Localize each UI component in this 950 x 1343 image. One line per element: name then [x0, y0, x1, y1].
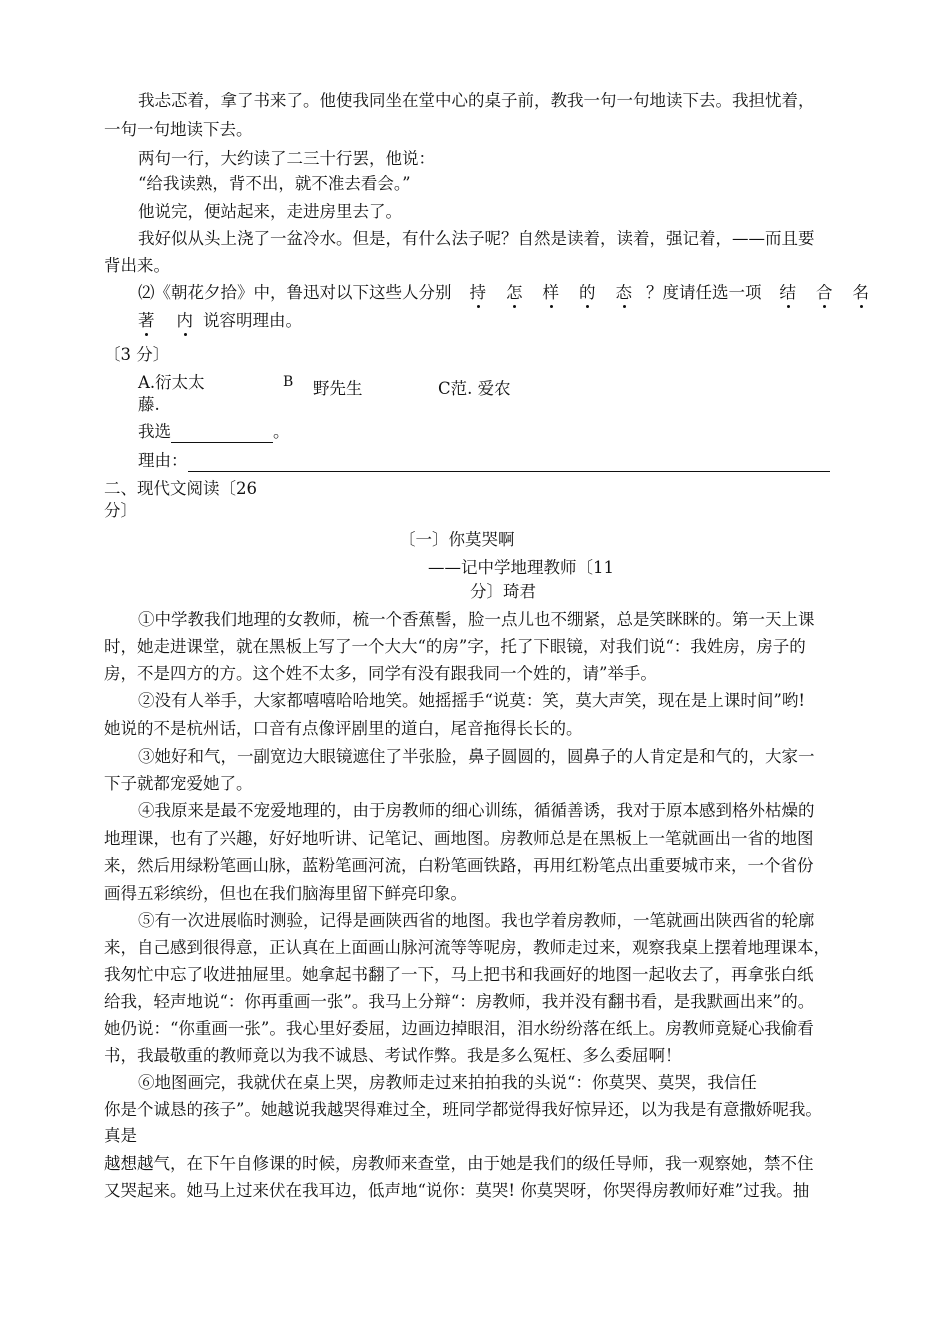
question-text: 说容明理由。	[203, 311, 302, 330]
paragraph-line: 地理课，也有了兴趣，好好地听讲、记笔记、画地图。房教师总是在黑板上一笔就画出一省的地图	[104, 829, 814, 848]
emphasis-char: 结	[779, 283, 796, 302]
question-line	[138, 310, 302, 332]
paragraph-line: ④我原来是最不宠爱地理的，由于房教师的细心训练，循循善诱，我对于原本感到格外枯燥的	[138, 801, 815, 820]
passage-line: 我好似从头上浇了一盆冷水。但是，有什么法子呢？自然是读着，读着，强记着，——而且要	[138, 229, 815, 248]
passage-line: 一句一句地读下去。	[104, 120, 253, 139]
question-line	[138, 282, 875, 304]
reason-line	[138, 450, 830, 472]
emphasis-char: 合	[816, 283, 833, 302]
emphasis-char: 内	[176, 311, 193, 330]
paragraph-line: 又哭起来。她马上过来伏在我耳边，低声地“说你：莫哭! 你莫哭呀，你哭得房教师好难”过我。抽	[104, 1181, 810, 1200]
paragraph-line: 来，然后用绿粉笔画山脉，蓝粉笔画河流，白粉笔画铁路，再用红粉笔点出重要城市来，一个省份	[104, 856, 814, 875]
emphasis-char: 态	[615, 283, 632, 302]
paragraph-line: ⑤有一次进展临时测验，记得是画陕西省的地图。我也学着房教师，一笔就画出陕西省的轮廓	[138, 911, 815, 930]
paragraph-line: 越想越气，在下午自修课的时候，房教师来查堂，由于她是我们的级任导师，我一观察她，禁不住	[104, 1154, 814, 1173]
paragraph-line: 你是个诚恳的孩子”。她越说我越哭得难过全，班同学都觉得我好惊异还，以为我是有意撒娇呢我。	[104, 1100, 822, 1119]
passage-line: “给我读熟，背不出，就不准去看会。”	[138, 174, 411, 193]
paragraph-line: 来，自己感到很得意，正认真在上面画山脉河流等等呢房，教师走过来，观察我桌上摆着地理课本，	[104, 938, 830, 957]
passage-line: 背出来。	[104, 256, 170, 275]
option-a-cont: 藤.	[138, 395, 160, 414]
paragraph-line: 画得五彩缤纷，但也在我们脑海里留下鲜亮印象。	[104, 884, 467, 903]
paragraph-line: ③她好和气，一副宽边大眼镜遮住了半张脸，鼻子圆圆的，圆鼻子的人肯定是和气的，大家一	[138, 747, 815, 766]
paragraph-line: ⑥地图画完，我就伏在桌上哭，房教师走过来拍拍我的头说“：你莫哭、莫哭，我信任	[138, 1073, 757, 1092]
paragraph-line: ②没有人举手，大家都嘻嘻哈哈地笑。她摇摇手“说莫：笑，莫大声笑，现在是上课时间”哟!	[138, 691, 806, 710]
article-title: 〔一〕你莫哭啊	[399, 530, 515, 549]
emphasis-char: 著	[138, 311, 155, 330]
emphasis-char: 的	[579, 283, 596, 302]
paragraph-line: 下子就都宠爱她了。	[104, 774, 253, 793]
reason-blank[interactable]	[188, 455, 830, 472]
paragraph-line: 真是	[104, 1126, 137, 1145]
paragraph-line: 她说的不是杭州话，口音有点像评剧里的道白，尾音拖得长长的。	[104, 719, 583, 738]
emphasis-char: 持	[469, 283, 486, 302]
option-a: A.衍太太	[138, 373, 205, 392]
article-subtitle: ——记中学地理教师〔11	[428, 558, 614, 577]
question-text: ？度请任选一项	[646, 283, 762, 302]
choice-blank[interactable]	[171, 426, 273, 443]
paragraph-line: ①中学教我们地理的女教师，梳一个香蕉髻，脸一点儿也不绷紧，总是笑眯眯的。第一天上课	[138, 610, 815, 629]
passage-line: 我忐忑着，拿了书来了。他使我同坐在堂中心的桌子前，教我一句一句地读下去。我担忧着，	[138, 91, 815, 110]
emphasis-char: 怎	[506, 283, 523, 302]
choice-label: 我选	[138, 422, 171, 441]
article-author: 分〕琦君	[470, 582, 536, 601]
paragraph-line: 房，不是四方的方。这个姓不太多，同学有没有跟我同一个姓的，请”举手。	[104, 664, 657, 683]
emphasis-char: 样	[542, 283, 559, 302]
choice-end: 。	[273, 422, 290, 441]
paragraph-line: 时，她走进课堂，就在黑板上写了一个大大“的房”字，托了下眼镜，对我们说“：我姓房，房子的	[104, 637, 806, 656]
section-heading: 二、现代文阅读〔26	[104, 479, 257, 498]
question-text: ⑵《朝花夕拾》中，鲁迅对以下这些人分别	[138, 283, 452, 302]
question-score: 〔3 分〕	[104, 345, 170, 364]
option-c: C范. 爱农	[438, 379, 511, 398]
option-b-letter: B	[283, 374, 294, 390]
choice-line	[138, 421, 290, 443]
option-b: 野先生	[313, 379, 363, 398]
reason-label: 理由：	[138, 451, 188, 470]
paragraph-line: 书，我最敬重的教师竟以为我不诚恳、考试作弊。我是多么冤枉、多么委屈啊！	[104, 1046, 682, 1065]
paragraph-line: 我匆忙中忘了收进抽屉里。她拿起书翻了一下，马上把书和我画好的地图一起收去了，再拿张白纸	[104, 965, 814, 984]
paragraph-line: 她仍说：“你重画一张”。我心里好委屈，边画边掉眼泪，泪水纷纷落在纸上。房教师竟疑心我偷看	[104, 1019, 814, 1038]
paragraph-line: 给我，轻声地说“：你再重画一张”。我马上分辩“：房教师，我并没有翻书看，是我默画出来”的。	[104, 992, 815, 1011]
passage-line: 两句一行，大约读了二三十行罢，他说：	[138, 149, 435, 168]
emphasis-char: 名	[852, 283, 869, 302]
section-heading-cont: 分〕	[104, 501, 137, 520]
passage-line: 他说完，便站起来，走进房里去了。	[138, 202, 402, 221]
